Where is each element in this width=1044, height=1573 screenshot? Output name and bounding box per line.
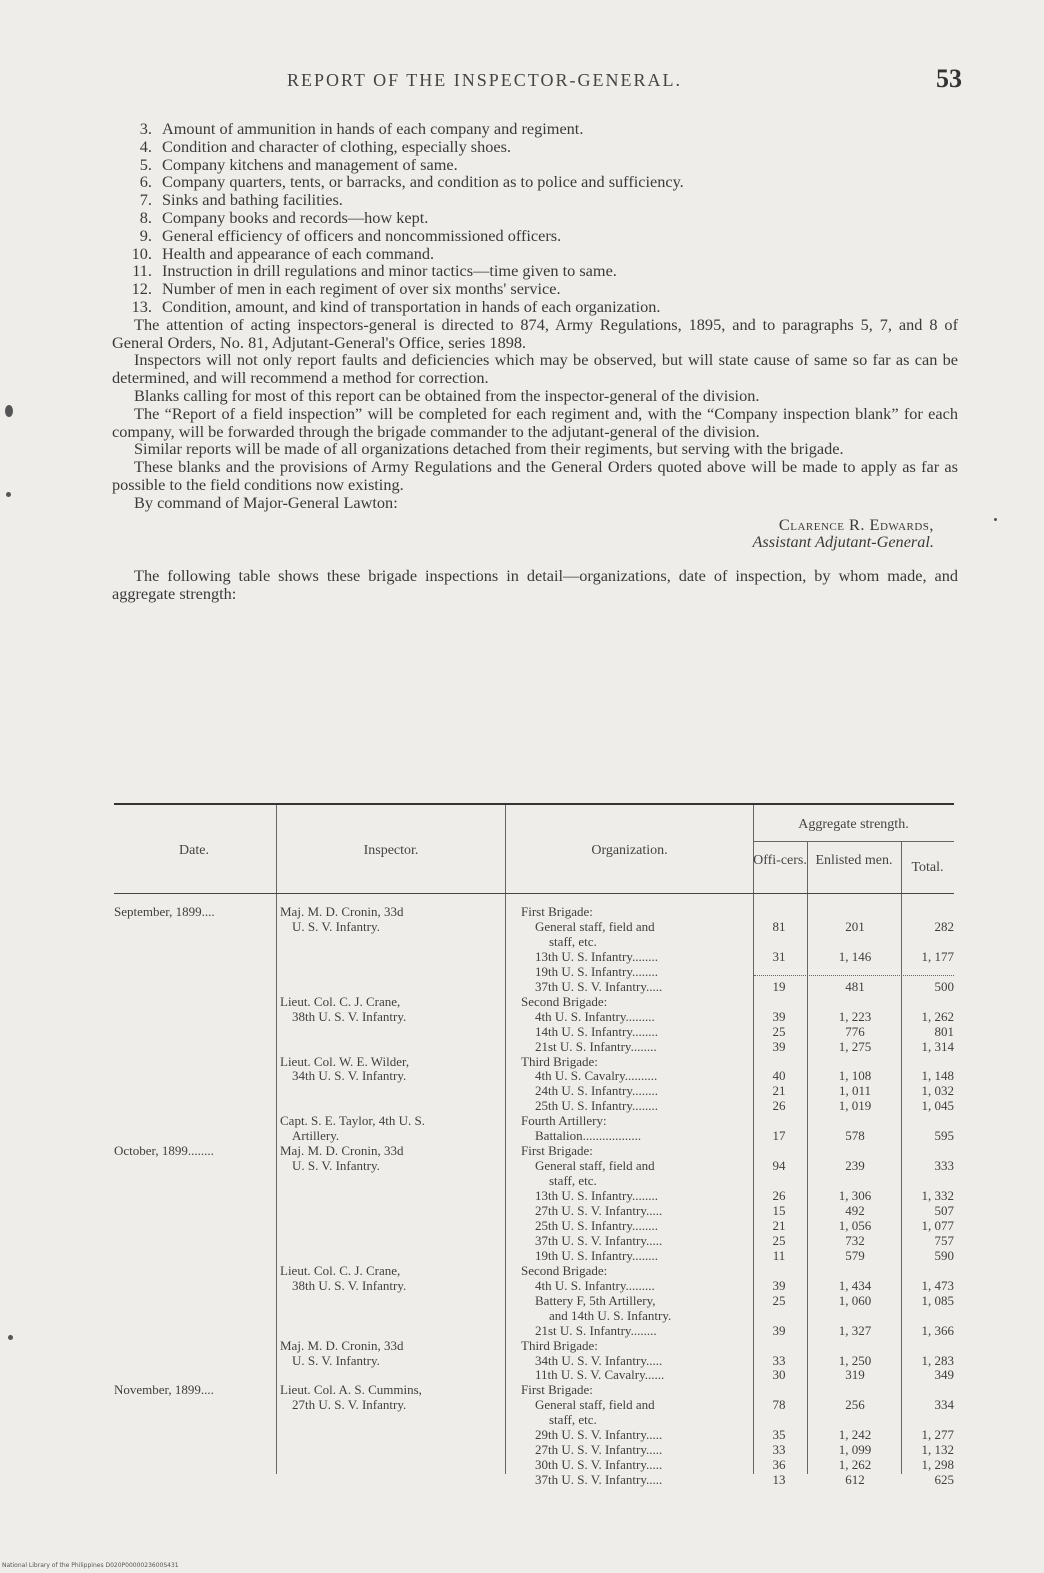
list-item-text: Company kitchens and management of same. — [162, 154, 458, 174]
officers-cell: 25 — [772, 1023, 786, 1039]
organization-cell: Second Brigade: — [521, 1262, 608, 1278]
table-row — [114, 1263, 954, 1278]
scan-mark — [6, 492, 11, 497]
list-item — [112, 156, 958, 174]
inspector-cell: 27th U. S. V. Infantry. — [292, 1397, 407, 1413]
header-aggregate: Aggregate strength. — [798, 817, 909, 832]
total-cell: 1, 332 — [921, 1188, 954, 1204]
table-header — [114, 805, 954, 894]
total-cell: 1, 473 — [921, 1277, 954, 1293]
total-cell: 757 — [934, 1232, 954, 1248]
organization-cell: 4th U. S. Infantry......... — [535, 1008, 655, 1024]
table-row — [114, 1188, 954, 1203]
organization-cell: General staff, field and — [535, 1158, 655, 1174]
organization-cell: and 14th U. S. Infantry. — [549, 1307, 672, 1323]
total-cell: 334 — [934, 1397, 954, 1413]
list-item-number: 4. — [139, 136, 152, 156]
organization-cell: General staff, field and — [535, 918, 655, 934]
table-row — [114, 1397, 954, 1412]
signature-name: Clarence R. Edwards, — [778, 514, 934, 534]
inspector-cell: Lieut. Col. C. J. Crane, — [280, 993, 401, 1009]
table-row — [114, 1457, 954, 1472]
organization-cell: Second Brigade: — [521, 993, 608, 1009]
table-row — [114, 934, 954, 949]
enlisted-cell: 239 — [845, 1158, 865, 1174]
organization-cell: 37th U. S. V. Infantry..... — [535, 978, 663, 994]
list-item-number: 13. — [131, 296, 152, 316]
inspector-cell: Lieut. Col. W. E. Wilder, — [280, 1053, 410, 1069]
list-item — [112, 209, 958, 227]
paragraph: Blanks calling for most of this report can be obtained from the inspector-general of the division. — [134, 385, 760, 405]
officers-cell: 19 — [772, 978, 786, 994]
organization-cell: 25th U. S. Infantry........ — [535, 1098, 659, 1114]
table-row — [114, 1009, 954, 1024]
table-row — [114, 1068, 954, 1083]
total-cell: 1, 366 — [921, 1322, 954, 1338]
officers-cell: 94 — [772, 1158, 786, 1174]
organization-cell: Battery F, 5th Artillery, — [535, 1292, 656, 1308]
table-row — [114, 1308, 954, 1323]
enlisted-cell: 1, 019 — [838, 1098, 872, 1114]
organization-cell: 30th U. S. V. Infantry..... — [535, 1457, 663, 1473]
table-body — [114, 894, 954, 1488]
inspector-cell: 38th U. S. V. Infantry. — [292, 1277, 407, 1293]
date-cell: November, 1899.... — [114, 1382, 214, 1398]
enlisted-cell: 201 — [845, 918, 865, 934]
page-header — [112, 64, 962, 98]
paragraph: By command of Major-General Lawton: — [134, 492, 398, 512]
running-head: REPORT OF THE INSPECTOR-GENERAL. — [287, 70, 682, 90]
organization-cell: 27th U. S. V. Infantry..... — [535, 1442, 663, 1458]
officers-cell: 36 — [772, 1457, 786, 1473]
list-item — [112, 298, 958, 316]
header-inspector-cell — [277, 805, 505, 893]
officers-cell: 15 — [772, 1203, 786, 1218]
header-date-cell — [114, 805, 274, 893]
list-item-text: Condition, amount, and kind of transportation in hands of each organization. — [162, 296, 661, 316]
enlisted-cell: 1, 108 — [838, 1068, 872, 1084]
enlisted-cell: 776 — [845, 1023, 865, 1039]
table-row — [114, 964, 954, 979]
enlisted-cell: 1, 327 — [838, 1322, 872, 1338]
inspector-cell: U. S. V. Infantry. — [292, 918, 380, 934]
total-cell: 1, 314 — [921, 1038, 954, 1054]
total-cell: 1, 298 — [921, 1457, 954, 1473]
enlisted-cell: 1, 011 — [838, 1083, 872, 1099]
organization-cell: First Brigade: — [521, 1143, 593, 1159]
total-cell: 333 — [934, 1158, 954, 1174]
list-item-text: Company quarters, tents, or barracks, and condition as to police and sufficiency. — [162, 172, 684, 192]
inspection-table — [114, 803, 954, 1488]
organization-cell: Fourth Artillery: — [521, 1113, 607, 1129]
list-item — [112, 227, 958, 245]
enlisted-cell: 1, 223 — [838, 1008, 872, 1024]
officers-cell: 13 — [772, 1472, 786, 1488]
table-row — [114, 904, 954, 919]
organization-cell: staff, etc. — [549, 1412, 597, 1428]
paragraph: Similar reports will be made of all organizations detached from their regiments, but serving with the brigade. — [134, 439, 844, 459]
header-enlisted-cell — [807, 841, 901, 893]
enlisted-cell: 1, 434 — [838, 1277, 872, 1293]
table-row — [114, 919, 954, 934]
enlisted-cell: 578 — [845, 1128, 865, 1144]
organization-cell: 24th U. S. Infantry........ — [535, 1083, 659, 1099]
list-item-text: Amount of ammunition in hands of each company and regiment. — [162, 119, 584, 138]
date-cell: October, 1899........ — [114, 1143, 214, 1159]
table-row — [114, 1278, 954, 1293]
total-cell: 507 — [934, 1203, 954, 1218]
table-row — [114, 1054, 954, 1069]
date-cell: September, 1899.... — [114, 904, 215, 919]
enlisted-cell: 612 — [845, 1472, 865, 1488]
enlisted-cell: 579 — [845, 1247, 865, 1263]
officers-cell: 25 — [772, 1292, 786, 1308]
list-item-text: Sinks and bathing facilities. — [162, 190, 343, 210]
enlisted-cell: 1, 306 — [838, 1188, 872, 1204]
table-row — [114, 1442, 954, 1457]
total-cell: 349 — [934, 1367, 954, 1383]
organization-cell: 34th U. S. V. Infantry..... — [535, 1352, 663, 1368]
officers-cell: 30 — [772, 1367, 786, 1383]
enlisted-cell: 256 — [845, 1397, 865, 1413]
page-number: 53 — [936, 64, 962, 93]
inspector-cell: U. S. V. Infantry. — [292, 1158, 380, 1174]
body-text — [112, 120, 958, 603]
organization-cell: 37th U. S. V. Infantry..... — [535, 1232, 663, 1248]
organization-cell: 14th U. S. Infantry........ — [535, 1023, 659, 1039]
table-row — [114, 1173, 954, 1188]
table-row — [114, 979, 954, 994]
list-item — [112, 120, 958, 138]
organization-cell: 21st U. S. Infantry........ — [535, 1038, 657, 1054]
paragraph: The “Report of a field inspection” will be completed for each regiment and, with the “Company inspection blank” for each company, will be forwarded through the brigade commander to the adjutant-general of the division. — [112, 403, 958, 441]
table-row — [114, 1218, 954, 1233]
list-item-number: 8. — [139, 207, 152, 227]
officers-cell: 21 — [772, 1083, 786, 1099]
officers-cell: 31 — [772, 948, 786, 964]
list-item-number: 12. — [131, 279, 152, 299]
table-row — [114, 949, 954, 964]
enlisted-cell: 492 — [845, 1203, 865, 1218]
list-item — [112, 245, 958, 263]
total-cell: 1, 277 — [921, 1427, 954, 1443]
officers-cell: 39 — [772, 1038, 786, 1054]
enlisted-cell: 1, 275 — [838, 1038, 872, 1054]
table-row — [114, 1248, 954, 1263]
table-row — [114, 1203, 954, 1218]
header-enlisted: Enlisted men. — [815, 853, 893, 868]
organization-cell: 4th U. S. Cavalry.......... — [535, 1068, 658, 1084]
paragraph: The attention of acting inspectors-general is directed to 874, Army Regulations, 1895, and to paragraphs 5, 7, and 8 of General Orders, No. 81, Adjutant-General's Office, series 1898. — [112, 314, 958, 352]
list-item-number: 5. — [139, 154, 152, 174]
table-row — [114, 1382, 954, 1397]
list-item — [112, 262, 958, 280]
signature-title: Assistant Adjutant-General. — [752, 532, 934, 552]
total-cell: 1, 085 — [921, 1292, 954, 1308]
table-row — [114, 1098, 954, 1113]
table-row — [114, 1412, 954, 1427]
table-row — [114, 1427, 954, 1442]
organization-cell: 19th U. S. Infantry........ — [535, 1247, 659, 1263]
officers-cell: 25 — [772, 1232, 786, 1248]
total-cell: 590 — [934, 1247, 954, 1263]
organization-cell: General staff, field and — [535, 1397, 655, 1413]
inspector-cell: Capt. S. E. Taylor, 4th U. S. — [280, 1113, 425, 1129]
total-cell: 1, 262 — [921, 1008, 954, 1024]
enlisted-cell: 1, 146 — [838, 948, 872, 964]
header-total: Total. — [911, 860, 944, 875]
list-item-text: Company books and records—how kept. — [162, 207, 429, 227]
organization-cell: 13th U. S. Infantry........ — [535, 948, 659, 964]
numbered-list — [112, 120, 958, 316]
officers-cell: 26 — [772, 1098, 786, 1114]
enlisted-cell: 481 — [845, 978, 865, 994]
scan-footer: National Library of the Philippines D020P0000023600S431 — [2, 1562, 179, 1569]
organization-cell: First Brigade: — [521, 904, 593, 919]
officers-cell: 21 — [772, 1217, 786, 1233]
table-row — [114, 1128, 954, 1143]
enlisted-cell: 1, 250 — [838, 1352, 872, 1368]
organization-cell: staff, etc. — [549, 933, 597, 949]
enlisted-cell: 1, 242 — [838, 1427, 872, 1443]
officers-cell: 17 — [772, 1128, 786, 1144]
organization-cell: 25th U. S. Infantry........ — [535, 1217, 659, 1233]
table-row — [114, 1113, 954, 1128]
header-total-cell — [901, 841, 954, 893]
dotted-leader — [754, 975, 954, 976]
organization-cell: 27th U. S. V. Infantry..... — [535, 1203, 663, 1218]
table-row — [114, 1039, 954, 1054]
officers-cell: 35 — [772, 1427, 786, 1443]
total-cell: 1, 077 — [921, 1217, 954, 1233]
total-cell: 1, 148 — [921, 1068, 954, 1084]
inspector-cell: U. S. V. Infantry. — [292, 1352, 380, 1368]
table-row — [114, 1353, 954, 1368]
list-item-text: General efficiency of officers and noncommissioned officers. — [162, 225, 562, 245]
organization-cell: First Brigade: — [521, 1382, 593, 1398]
total-cell: 1, 132 — [921, 1442, 954, 1458]
table-row — [114, 1338, 954, 1353]
list-item-text: Instruction in drill regulations and minor tactics—time given to same. — [162, 261, 617, 281]
list-item — [112, 280, 958, 298]
header-organization-cell — [506, 805, 753, 893]
officers-cell: 39 — [772, 1008, 786, 1024]
list-item-number: 11. — [132, 261, 152, 281]
total-cell: 1, 283 — [921, 1352, 954, 1368]
officers-cell: 26 — [772, 1188, 786, 1204]
list-item — [112, 191, 958, 209]
total-cell: 282 — [934, 918, 954, 934]
organization-cell: Third Brigade: — [521, 1053, 598, 1069]
organization-cell: 19th U. S. Infantry........ — [535, 963, 659, 979]
total-cell: 801 — [934, 1023, 954, 1039]
paragraph: These blanks and the provisions of Army Regulations and the General Orders quoted above will be made to apply as far as possible to the field conditions now existing. — [112, 457, 958, 494]
officers-cell: 40 — [772, 1068, 786, 1084]
header-officers: Offi-cers. — [753, 853, 807, 868]
total-cell: 1, 032 — [921, 1083, 954, 1099]
organization-cell: 4th U. S. Infantry......... — [535, 1277, 655, 1293]
inspector-cell: Artillery. — [292, 1128, 340, 1144]
inspector-cell: Lieut. Col. A. S. Cummins, — [280, 1382, 422, 1398]
list-item-number: 7. — [139, 190, 152, 210]
officers-cell: 78 — [772, 1397, 786, 1413]
table-row — [114, 1158, 954, 1173]
inspector-cell: 34th U. S. V. Infantry. — [292, 1068, 407, 1084]
scan-mark — [8, 1335, 13, 1340]
total-cell: 595 — [934, 1128, 954, 1144]
inspector-cell: Maj. M. D. Cronin, 33d — [280, 1337, 404, 1353]
total-cell: 1, 177 — [921, 948, 954, 964]
officers-cell: 33 — [772, 1352, 786, 1368]
list-item-text: Condition and character of clothing, especially shoes. — [162, 136, 512, 156]
list-item-number: 6. — [139, 172, 152, 192]
organization-cell: Battalion.................. — [535, 1128, 642, 1144]
enlisted-cell: 1, 262 — [838, 1457, 872, 1473]
table-row — [114, 1293, 954, 1308]
table-row — [114, 1233, 954, 1248]
table-row — [114, 1472, 954, 1487]
list-item — [112, 138, 958, 156]
header-date: Date. — [179, 843, 209, 858]
table-row — [114, 1367, 954, 1382]
organization-cell: 21st U. S. Infantry........ — [535, 1322, 657, 1338]
officers-cell: 33 — [772, 1442, 786, 1458]
inspector-cell: Maj. M. D. Cronin, 33d — [280, 904, 404, 919]
header-officers-cell — [753, 841, 807, 893]
list-item-text: Number of men in each regiment of over six months' service. — [162, 279, 561, 299]
officers-cell: 81 — [772, 918, 786, 934]
list-item-number: 10. — [131, 243, 152, 263]
officers-cell: 11 — [772, 1247, 786, 1263]
header-inspector: Inspector. — [363, 843, 419, 858]
organization-cell: 13th U. S. Infantry........ — [535, 1188, 659, 1204]
table-intro: The following table shows these brigade inspections in detail—organizations, date of inspection, by whom made, and aggregate strength: — [112, 566, 958, 603]
table-row — [114, 1143, 954, 1158]
organization-cell: 29th U. S. V. Infantry..... — [535, 1427, 663, 1443]
table-row — [114, 994, 954, 1009]
organization-cell: 11th U. S. V. Cavalry...... — [535, 1367, 665, 1383]
list-item-number: 3. — [139, 119, 152, 138]
organization-cell: 37th U. S. V. Infantry..... — [535, 1472, 663, 1488]
table-row — [114, 1323, 954, 1338]
organization-cell: staff, etc. — [549, 1173, 597, 1189]
inspector-cell: Lieut. Col. C. J. Crane, — [280, 1262, 401, 1278]
officers-cell: 39 — [772, 1277, 786, 1293]
enlisted-cell: 1, 056 — [838, 1217, 872, 1233]
list-item — [112, 173, 958, 191]
organization-cell: Third Brigade: — [521, 1337, 598, 1353]
total-cell: 500 — [934, 978, 954, 994]
scan-mark — [994, 518, 997, 521]
enlisted-cell: 732 — [845, 1232, 865, 1248]
scan-mark — [5, 405, 13, 417]
enlisted-cell: 319 — [845, 1367, 865, 1383]
list-item-number: 9. — [139, 225, 152, 245]
header-organization: Organization. — [591, 843, 668, 858]
table-row — [114, 1083, 954, 1098]
table-row — [114, 1024, 954, 1039]
signature-block — [112, 516, 958, 552]
list-item-text: Health and appearance of each command. — [162, 243, 435, 263]
total-cell: 1, 045 — [921, 1098, 954, 1114]
total-cell: 625 — [934, 1472, 954, 1488]
inspector-cell: 38th U. S. V. Infantry. — [292, 1008, 407, 1024]
enlisted-cell: 1, 060 — [838, 1292, 872, 1308]
paragraph: Inspectors will not only report faults and deficiencies which may be observed, but will state cause of same so far as can be determined, and will recommend a method for correction. — [112, 350, 958, 388]
inspector-cell: Maj. M. D. Cronin, 33d — [280, 1143, 404, 1159]
enlisted-cell: 1, 099 — [838, 1442, 872, 1458]
officers-cell: 39 — [772, 1322, 786, 1338]
